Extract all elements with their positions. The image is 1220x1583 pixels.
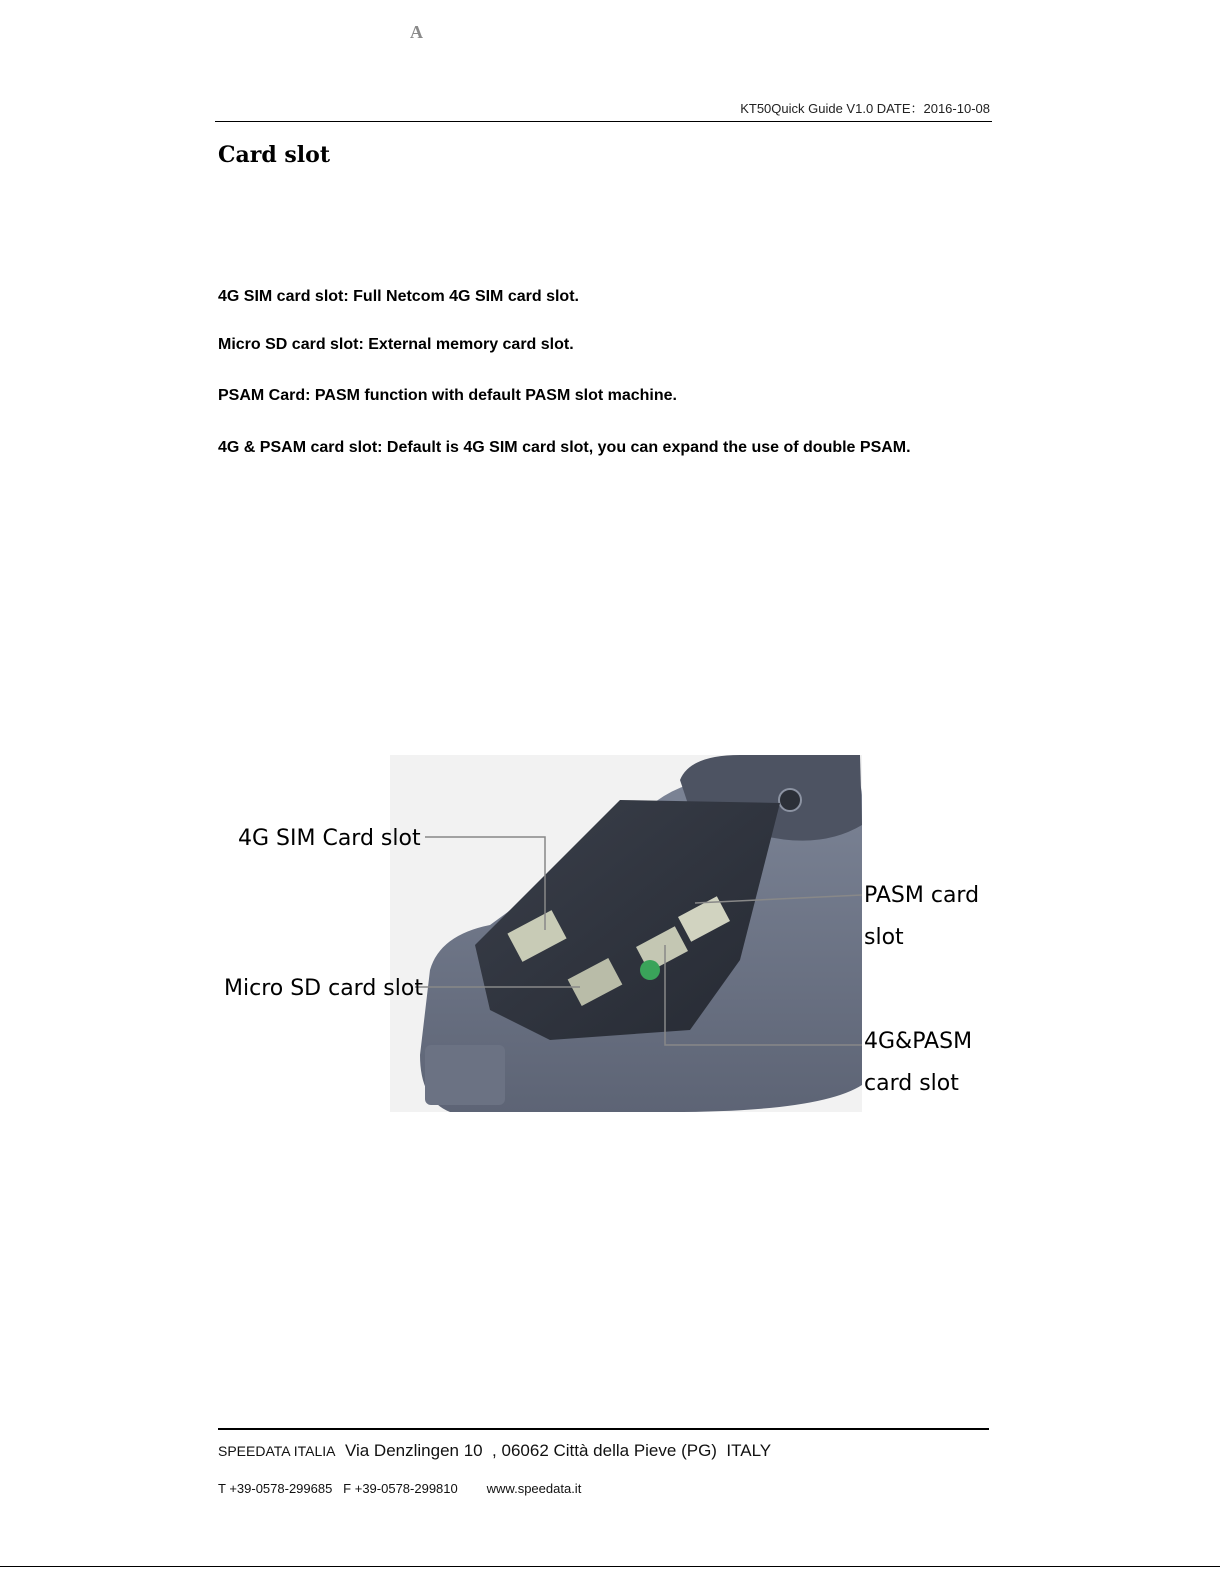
header-divider — [215, 121, 992, 122]
device-card-slot-figure — [220, 755, 985, 1115]
footer-contact-line — [218, 1481, 581, 1496]
callout-microsd: Micro SD card slot — [224, 976, 423, 1001]
lens — [779, 789, 801, 811]
section-title: Card slot — [218, 142, 330, 168]
callout-combo-line1: 4G&PASM — [864, 1029, 973, 1054]
callout-sim: 4G SIM Card slot — [238, 826, 421, 851]
callout-combo-line2: card slot — [864, 1071, 959, 1096]
description-psam-card: PSAM Card: PASM function with default PASM slot machine. — [218, 387, 677, 404]
description-sim-slot: 4G SIM card slot: Full Netcom 4G SIM card slot. — [218, 288, 579, 305]
footer-website[interactable]: www.speedata.it — [486, 1481, 582, 1496]
green-sticker — [640, 960, 660, 980]
footer-address-line — [218, 1441, 771, 1461]
footer-divider — [218, 1428, 989, 1430]
footer-company: SPEEDATA ITALIA — [218, 1443, 336, 1459]
footer-address: Via Denzlingen 10 , 06062 Città della Pieve (PG) ITALY — [344, 1441, 772, 1460]
callout-pasm-line2: slot — [864, 925, 904, 950]
document-header: KT50Quick Guide V1.0 DATE：2016-10-08 — [740, 101, 990, 116]
watermark-letter: A — [410, 22, 423, 42]
footer-fax: F +39-0578-299810 — [343, 1481, 458, 1496]
bottom-connector — [425, 1045, 505, 1105]
page-bottom-rule — [0, 1566, 1220, 1567]
description-microsd-slot: Micro SD card slot: External memory card slot. — [218, 336, 574, 353]
footer-phone: T +39-0578-299685 — [218, 1481, 333, 1496]
description-4g-psam-slot: 4G & PSAM card slot: Default is 4G SIM card slot, you can expand the use of double PSAM. — [218, 439, 911, 456]
callout-pasm-line1: PASM card — [864, 883, 980, 908]
